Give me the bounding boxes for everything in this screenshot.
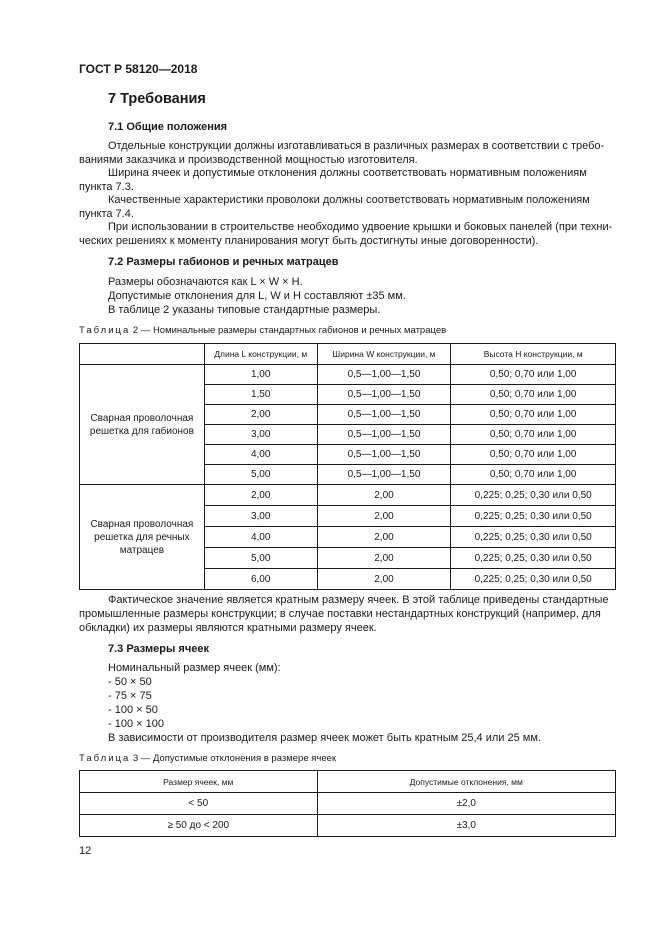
table-2	[79, 343, 616, 590]
table-3-header-1: Допустимые отклонения, мм	[317, 771, 615, 793]
subsection-7-1-title: 7.1 Общие положения	[108, 121, 228, 133]
table-2-header-1: Длина L конструкции, м	[204, 344, 317, 365]
table-3-header-row	[80, 771, 616, 793]
table-row: 5,00 2,00 0,225; 0,25; 0,30 или 0,50	[80, 548, 616, 569]
table-2-header-row	[80, 344, 616, 365]
table-row: < 50 ±2,0	[80, 793, 616, 815]
table-row: 1,50 0,5—1,00—1,50 0,50; 0,70 или 1,00	[80, 385, 616, 405]
table-2-caption: Таблица 2 — Номинальные размеры стандартных габионов и речных матрацев	[79, 325, 447, 336]
page-number: 12	[79, 845, 92, 857]
table-row: ≥ 50 до < 200 ±3,0	[80, 815, 616, 837]
table-3	[79, 770, 616, 837]
table-row: 5,00 0,5—1,00—1,50 0,50; 0,70 или 1,00	[80, 465, 616, 485]
mesh-intro-line: Номинальный размер ячеек (мм):	[108, 662, 281, 674]
list-item: - 50 × 50	[108, 676, 152, 688]
dimensions-line: Размеры обозначаются как L × W × H.	[108, 276, 303, 288]
paragraph-7-1-2: Ширина ячеек и допустимые отклонения должны соответствовать нормативным положениям пункта 7.3.	[79, 167, 587, 193]
mesh-multiple-line: В зависимости от производителя размер ячеек может быть кратным 25,4 или 25 мм.	[108, 732, 541, 744]
table-row: 2,00 0,5—1,00—1,50 0,50; 0,70 или 1,00	[80, 405, 616, 425]
list-item: - 100 × 100	[108, 718, 164, 730]
table-2-header-3: Высота H конструкции, м	[451, 344, 616, 365]
paragraph-7-1-3: Качественные характеристики проволоки должны соответствовать нормативным положениям пункта 7.4.	[79, 194, 590, 220]
subsection-7-3-title: 7.3 Размеры ячеек	[108, 643, 209, 655]
paragraph-7-1-1: Отдельные конструкции должны изготавливаться в различных размерах в соответствии с требо- ваниями заказчика и производственной мощностью изготовителя.	[79, 140, 605, 166]
table-row: 3,00 0,5—1,00—1,50 0,50; 0,70 или 1,00	[80, 425, 616, 445]
table-row: 4,00 0,5—1,00—1,50 0,50; 0,70 или 1,00	[80, 445, 616, 465]
subsection-7-2-title: 7.2 Размеры габионов и речных матрацев	[108, 256, 339, 268]
table-3-caption: Таблица 3 — Допустимые отклонения в размере ячеек	[79, 753, 337, 764]
table-row: 3,00 2,00 0,225; 0,25; 0,30 или 0,50	[80, 506, 616, 527]
table-2-header-0	[80, 344, 205, 365]
table-ref-line: В таблице 2 указаны типовые стандартные размеры.	[108, 304, 381, 316]
tolerance-line: Допустимые отклонения для L, W и H составляют ±35 мм.	[108, 290, 406, 302]
group-label-gabions: Сварная проволочная решетка для габионов	[80, 365, 205, 485]
table-row: 4,00 2,00 0,225; 0,25; 0,30 или 0,50	[80, 527, 616, 548]
paragraph-7-1-4: При использовании в строительстве необходимо удвоение крышки и боковых панелей (при техни- ческих решениях к моменту планирования могут быть достигнуты иные договоренности).	[79, 221, 613, 247]
list-item: - 100 × 50	[108, 704, 158, 716]
group-label-mattresses: Сварная проволочная решетка для речных матрацев	[80, 485, 205, 590]
list-item: - 75 × 75	[108, 690, 152, 702]
table-2-header-2: Ширина W конструкции, м	[317, 344, 451, 365]
document-code: ГОСТ Р 58120—2018	[79, 62, 198, 76]
paragraph-after-table-2: Фактическое значение является кратным размеру ячеек. В этой таблице приведены стандартные промышленные размеры конструкции; в случае поставки нестандартных конструкций (например, для обкладки) их размеры являются кратными размеру ячеек.	[79, 594, 609, 634]
table-3-header-0: Размер ячеек, мм	[80, 771, 318, 793]
table-row: 6,00 2,00 0,225; 0,25; 0,30 или 0,50	[80, 569, 616, 590]
section-title: 7 Требования	[108, 91, 206, 107]
table-row: Сварная проволочная решетка для габионов 1,00 0,5—1,00—1,50 0,50; 0,70 или 1,00	[80, 365, 616, 385]
table-row: Сварная проволочная решетка для речных матрацев 2,00 2,00 0,225; 0,25; 0,30 или 0,50	[80, 485, 616, 506]
